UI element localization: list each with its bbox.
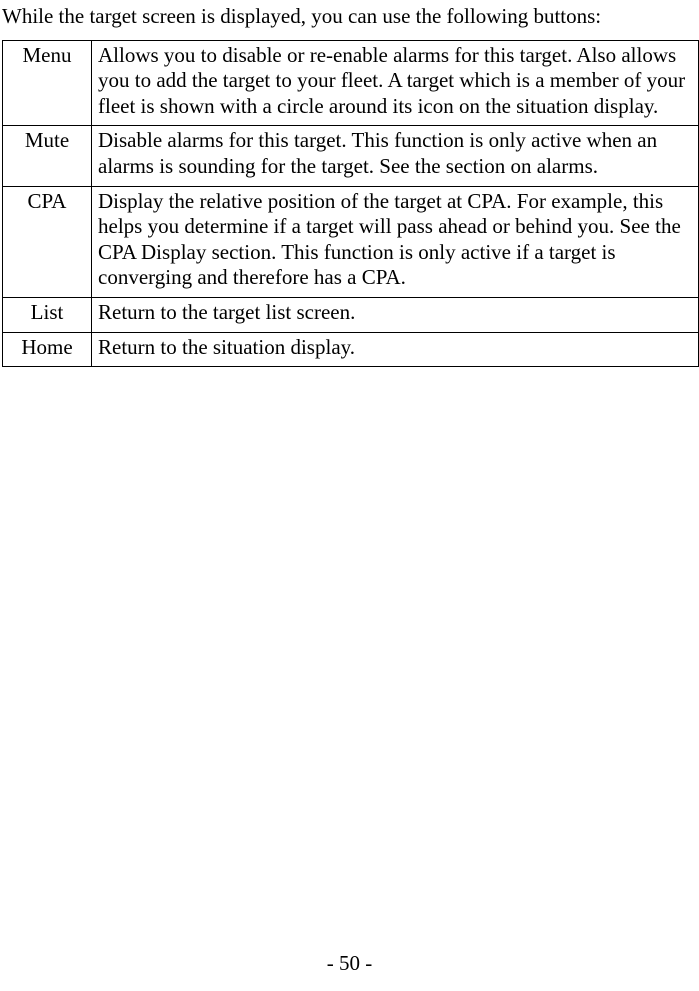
button-name-cell: CPA — [3, 186, 92, 297]
button-name-cell: Home — [3, 332, 92, 367]
button-description-cell: Return to the situation display. — [92, 332, 699, 367]
button-description-cell: Disable alarms for this target. This function is only active when an alarms is sounding for the target. See the section on alarms. — [92, 126, 699, 186]
button-name-cell: List — [3, 298, 92, 333]
button-description-cell: Allows you to disable or re-enable alarms for this target. Also allows you to add the target to your fleet. A target which is a member of your fleet is shown with a circle around its icon on the situation display. — [92, 40, 699, 126]
button-name-cell: Mute — [3, 126, 92, 186]
table-row — [3, 298, 699, 333]
table-row — [3, 186, 699, 297]
table-row — [3, 40, 699, 126]
table-row — [3, 126, 699, 186]
buttons-table — [2, 40, 699, 368]
button-description-cell: Display the relative position of the target at CPA. For example, this helps you determine if a target will pass ahead or behind you. See the CPA Display section. This function is only active if a target is converging and therefore has a CPA. — [92, 186, 699, 297]
table-row — [3, 332, 699, 367]
button-name-cell: Menu — [3, 40, 92, 126]
button-description-cell: Return to the target list screen. — [92, 298, 699, 333]
page-intro-text: While the target screen is displayed, you can use the following buttons: — [2, 4, 602, 28]
page-number: - 50 - — [326, 951, 373, 976]
